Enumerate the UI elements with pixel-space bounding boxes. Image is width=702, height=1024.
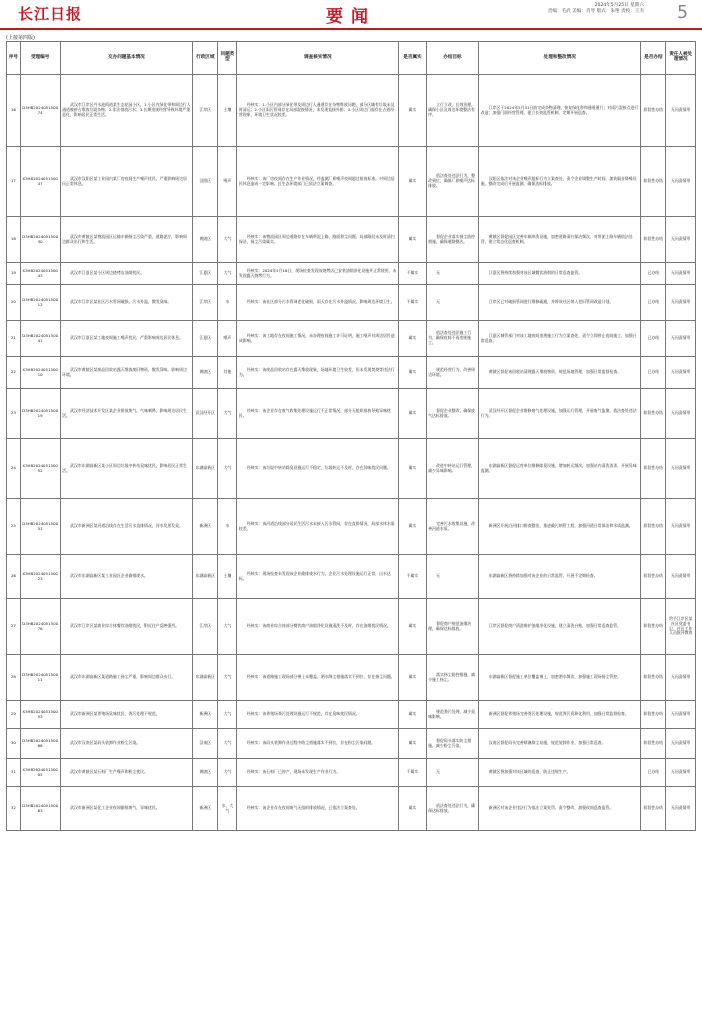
table-row: [7, 321, 696, 357]
cell-goal: 立行立改，长效治理，确保小区及周边环境整洁有序。: [426, 75, 479, 147]
cell-id: X3HB202405150052: [20, 439, 60, 499]
cell-handling: 黄陂区将加强对该区域的巡查，防止违规生产。: [479, 759, 641, 787]
cell-id: D3HB202405150076: [20, 599, 60, 655]
cell-handling: 新洲区开展沿河排口排查整治，推进截污纳管工程，加强河道日常保洁和水质监测。: [479, 499, 641, 555]
cell-issue: 武汉市江岸区某社区污水管网破损，污水外溢，散发臭味。: [60, 285, 193, 321]
cell-resp: 无问责情形: [666, 263, 696, 285]
table-row: [7, 599, 696, 655]
cell-goal: 督促企业落实扬尘防控措施，确保道路整洁。: [426, 217, 479, 263]
cell-type: 土壤: [218, 75, 237, 147]
cell-id: D3HB202405150068: [20, 729, 60, 759]
cell-done: 阶段性办结: [641, 555, 666, 599]
cell-type: 大气: [218, 263, 237, 285]
cell-type: 大气: [218, 389, 237, 439]
cell-id: X3HB202405150043: [20, 263, 60, 285]
cell-goal: 无: [426, 555, 479, 599]
cell-issue: 武汉市经济技术开发区某企业排放废气，气味刺鼻，影响周边居民生活。: [60, 389, 193, 439]
cell-district: 黄陂区: [193, 217, 218, 263]
cell-done: 已办结: [641, 321, 666, 357]
cell-done: 已办结: [641, 357, 666, 389]
cell-resp: 无问责情形: [666, 655, 696, 701]
cell-issue: 武汉市黄陂区某物流园区运输车辆扬尘污染严重，道路泥泞，影响周边群众出行和生活。: [60, 217, 193, 263]
cell-id: X3HB202405150010: [20, 357, 60, 389]
cell-survey: 经核实：该养殖场粪污处理设施运行不规范，存在臭味扰民情况。: [237, 701, 399, 729]
cell-survey: 经核实：该石料厂已停产，现场未发现生产作业行为。: [237, 759, 399, 787]
complaint-table: [6, 41, 696, 831]
cell-resp: 无问责情形: [666, 499, 696, 555]
cell-issue: 武汉市江夏区某工地夜间施工噪声扰民，严重影响周边居民休息。: [60, 321, 193, 357]
cell-goal: 规范经营行为，改善周边环境。: [426, 357, 479, 389]
cell-no: 24: [7, 439, 21, 499]
cell-fact: 属实: [399, 655, 426, 701]
masthead: [0, 0, 702, 30]
table-row: [7, 439, 696, 499]
section-title: 要闻: [326, 7, 376, 27]
cell-no: 32: [7, 787, 21, 831]
table-row: [7, 729, 696, 759]
cell-handling: 汉南区督促码头完善喷淋抑尘设施，规范装卸作业，加强日常巡查。: [479, 729, 641, 759]
cell-resp: 无问责情形: [666, 759, 696, 787]
cell-resp: 无问责情形: [666, 147, 696, 217]
cell-id: D3HB202405150051: [20, 499, 60, 555]
cell-goal: 依法查处违法行为，确保达标排放。: [426, 787, 479, 831]
cell-done: 阶段性办结: [641, 599, 666, 655]
cell-survey: 经核实：该企业存在废气收集处理设施运行不正常情况，部分无组织排放导致异味扰民。: [237, 389, 399, 439]
cell-no: 26: [7, 555, 21, 599]
cell-type: 大气: [218, 599, 237, 655]
cell-issue: 武汉市江夏区某小区周边烧烤店油烟扰民。: [60, 263, 193, 285]
cell-done: 阶段性办结: [641, 389, 666, 439]
cell-handling: 东湖高新区将持续加强对该企业的日常监管，开展不定期检查。: [479, 555, 641, 599]
cell-district: 汉阳区: [193, 147, 218, 217]
cell-resp: 无问责情形: [666, 217, 696, 263]
cell-type: 噪声: [218, 321, 237, 357]
cell-done: 阶段性办结: [641, 499, 666, 555]
cell-id: X3HB202405150047: [20, 147, 60, 217]
cell-done: 阶段性办结: [641, 217, 666, 263]
cell-type: 大气: [218, 701, 237, 729]
cell-type: 噪声: [218, 147, 237, 217]
cell-goal: 规范粪污处理，减少臭味影响。: [426, 701, 479, 729]
cell-fact: 属实: [399, 787, 426, 831]
cell-no: 31: [7, 759, 21, 787]
cell-issue: 武汉市东湖高新区某小区周边垃圾中转站臭味扰民，影响居民正常生活。: [60, 439, 193, 499]
table-row: [7, 655, 696, 701]
issue-date: 2024年5月25日 星期六: [594, 3, 644, 8]
cell-id: D3HB202405150030: [20, 217, 60, 263]
cell-issue: 武汉市东湖高新区某道路施工扬尘严重，影响周边群众出行。: [60, 655, 193, 701]
cell-district: 江夏区: [193, 321, 218, 357]
cell-type: 大气: [218, 439, 237, 499]
cell-id: X3HB202405150023: [20, 555, 60, 599]
cell-goal: 无: [426, 285, 479, 321]
cell-survey: 经核实：该工地存在夜间施工情况，未办理夜间施工许可证明，施工噪声对周边居民造成影响。: [237, 321, 399, 357]
cell-no: 18: [7, 217, 21, 263]
cell-done: 阶段性办结: [641, 439, 666, 499]
cell-fact: 属实: [399, 75, 426, 147]
cell-done: 阶段性办结: [641, 729, 666, 759]
cell-district: 武汉经开区: [193, 389, 218, 439]
cell-district: 江岸区: [193, 599, 218, 655]
cell-type: 大气: [218, 217, 237, 263]
cell-done: 已办结: [641, 759, 666, 787]
cell-done: 已办结: [641, 285, 666, 321]
table-row: [7, 787, 696, 831]
cell-handling: 江岸区已对破损管网进行维修疏通，并将该社区纳入老旧管网改造计划。: [479, 285, 641, 321]
cell-type: 水、大气: [218, 787, 237, 831]
cell-no: 22: [7, 357, 21, 389]
cell-no: 23: [7, 389, 21, 439]
cell-type: 水: [218, 285, 237, 321]
cell-survey: 经核实：该垃圾中转站除臭设施运行不稳定，垃圾转运不及时，存在异味扰民问题。: [237, 439, 399, 499]
table-row: [7, 499, 696, 555]
cell-issue: 武汉市新洲区某河道沿线存在生活污水直排情况，河水发黑发臭。: [60, 499, 193, 555]
cell-handling: 江夏区城管部门对该工地夜间违规施工行为立案查处，责令立即停止夜间施工，加强日常巡查。: [479, 321, 641, 357]
cell-done: 阶段性办结: [641, 787, 666, 831]
cell-survey: 经核实：2024年5月16日，现场检查发现该烧烤店已安装油烟净化设施并正常使用，未发现露天烧烤行为。: [237, 263, 399, 285]
cell-handling: 江岸区于2024年5月31日前完成杂物清理，恢复绿化带和通道通行；对雨污混接点进行改造；加强门面经营管理，建立长效监管机制，定期开展巡查。: [479, 75, 641, 147]
cell-id: X3HB202405150053: [20, 701, 60, 729]
header-cell: 受理编号: [20, 42, 60, 75]
cell-fact: 属实: [399, 729, 426, 759]
cell-handling: 东湖高新区督促运营单位维修除臭设施，增加转运频次，加强站内清洗消杀，开展异味监测。: [479, 439, 641, 499]
cell-goal: 依法查处违法行为，整改到位，确保厂界噪声达标排放。: [426, 147, 479, 217]
cell-district: 江夏区: [193, 263, 218, 285]
cell-district: 新洲区: [193, 701, 218, 729]
cell-survey: 经核实：该废品回收站存在露天堆放现象，场地环境卫生较差，但未发现焚烧等违法行为。: [237, 357, 399, 389]
cell-fact: 属实: [399, 389, 426, 439]
cell-resp: 无问责情形: [666, 555, 696, 599]
cell-district: 新洲区: [193, 787, 218, 831]
cell-fact: 属实: [399, 499, 426, 555]
editors-line: 责编：毛武 美编：肖琴 版式：朱艳 责校：王杰: [547, 9, 644, 14]
cell-district: 东湖高新区: [193, 439, 218, 499]
cell-done: 阶段性办结: [641, 147, 666, 217]
cell-district: 江岸区: [193, 285, 218, 321]
cell-resp: 无问责情形: [666, 787, 696, 831]
cell-done: 已办结: [641, 263, 666, 285]
cell-done: 阶段性办结: [641, 75, 666, 147]
cell-resp: 给予江岸区某社区党委书记、社区工作人员批评教育: [666, 599, 696, 655]
cell-no: 29: [7, 701, 21, 729]
cell-no: 27: [7, 599, 21, 655]
table-body: [7, 75, 696, 831]
cell-survey: 经核实：该商业综合体部分餐饮商户油烟净化设施清洗不及时，存在油烟扰民情况。: [237, 599, 399, 655]
cell-fact: 属实: [399, 599, 426, 655]
cell-done: 阶段性办结: [641, 701, 666, 729]
cell-type: 其他: [218, 357, 237, 389]
cell-handling: 东湖高新区督促施工单位覆盖裸土，加密洒水频次，加强施工现场扬尘管控。: [479, 655, 641, 701]
header-cell: 序号: [7, 42, 21, 75]
cell-type: 土壤: [218, 555, 237, 599]
cell-goal: 落实扬尘防控措施，减少施工扬尘。: [426, 655, 479, 701]
cell-resp: 无问责情形: [666, 357, 696, 389]
cell-survey: 经核实：该社区部分污水管网老化破损，雨天存在污水外溢情况，影响周边环境卫生。: [237, 285, 399, 321]
issue-meta: [548, 3, 644, 15]
header-cell: 是否办结: [641, 42, 666, 75]
header-cell: 交办问题基本情况: [60, 42, 193, 75]
cell-type: 大气: [218, 759, 237, 787]
cell-resp: 无问责情形: [666, 75, 696, 147]
cell-issue: 武汉市汉南区某码头装卸作业粉尘污染。: [60, 729, 193, 759]
table-row: [7, 217, 696, 263]
cell-survey: 经核实：该厂房夜间存在生产作业情况，经监测厂界噪声夜间超过排放标准，对周边居民休息造成一定影响。区生态环境部门已依法立案调查。: [237, 147, 399, 217]
header-cell: 责任人被处理情况: [666, 42, 696, 75]
table-row: [7, 759, 696, 787]
cell-fact: 属实: [399, 701, 426, 729]
cell-survey: 经核实：该道路施工现场部分裸土未覆盖，洒水降尘措施落实不到位，存在扬尘问题。: [237, 655, 399, 701]
cell-issue: 武汉市东湖高新区某工业园区企业偷排废水。: [60, 555, 193, 599]
table-row: [7, 357, 696, 389]
cell-survey: 经核实：1.小区内部分绿化带及周边行人通道存在杂物堆放问题，部分区域有垃圾未及时清运；2.小区雨污管网存在局部混接情况，未发现直接外排；3.小区周边门面存在占道经营现象，环境卫生状况较差。: [237, 75, 399, 147]
cell-survey: 经核实：该码头装卸作业过程中防尘措施落实不到位，存在粉尘污染问题。: [237, 729, 399, 759]
cell-goal: 无: [426, 759, 479, 787]
cell-handling: 江岸区督促商户清洗维护油烟净化设施，建立清洗台账，加强日常巡查监管。: [479, 599, 641, 655]
cell-handling: 武汉经开区督促企业维修废气处理设施，加强运行管理，开展废气监测，依法查处违法行为。: [479, 389, 641, 439]
cell-issue: 武汉市汉阳区某工业园内某厂房夜间生产噪声扰民，严重影响周边居民正常休息。: [60, 147, 193, 217]
cell-fact: 属实: [399, 321, 426, 357]
cell-goal: 完善污水收集设施，改善河道水质。: [426, 499, 479, 555]
newspaper-logo: 长江日报: [18, 5, 83, 23]
cell-type: 大气: [218, 655, 237, 701]
cell-survey: 经核实：该河道沿线部分居民生活污水未接入污水管网，存在直排情况，局部水体水质较差。: [237, 499, 399, 555]
cell-issue: 武汉市黄陂区某废品回收站露天堆放废旧物资，散发异味，影响周边环境。: [60, 357, 193, 389]
cell-type: 水: [218, 499, 237, 555]
cell-no: 19: [7, 263, 21, 285]
cell-handling: 新洲区督促养殖场完善粪污处理设施，规范粪污资源化利用，加强日常监督检查。: [479, 701, 641, 729]
cell-id: D3HB202405150011: [20, 655, 60, 701]
cell-id: X3HB202405150005: [20, 759, 60, 787]
cell-district: 东湖高新区: [193, 655, 218, 701]
cell-goal: 督促商户规范油烟治理，确保达标排放。: [426, 599, 479, 655]
cell-issue: 武汉市江岸区某商业综合体餐饮油烟扰民，附近住户反映强烈。: [60, 599, 193, 655]
cell-id: D3HB202405150041: [20, 321, 60, 357]
cell-no: 28: [7, 655, 21, 701]
cell-goal: 督促码头落实防尘措施，减少粉尘污染。: [426, 729, 479, 759]
header-cell: 是否属实: [399, 42, 426, 75]
cell-handling: 黄陂区督促该回收站清理露天堆放物资，规范场地管理，加强日常监督检查。: [479, 357, 641, 389]
cell-issue: 武汉市江岸区丹水池街道某生态花园小区，1.小区内绿化带和周边行人通道被挤占堆放垃圾杂物；2.非法排放污水；3.长期违规经营导致环境严重恶化，影响居民正常生活。: [60, 75, 193, 147]
cell-handling: 黄陂区督促园区完善车辆冲洗设施，加密道路清扫保洁频次，对带泥上路车辆依法处罚，建立常态化巡查机制。: [479, 217, 641, 263]
cell-survey: 经核实：现场检查未发现该企业偷排废水行为，企业污水处理设施运行正常，出水达标。: [237, 555, 399, 599]
cell-issue: 武汉市黄陂区某石料厂生产噪声和粉尘扰民。: [60, 759, 193, 787]
page-number: 5: [677, 2, 688, 23]
cell-goal: 督促企业整改，确保废气达标排放。: [426, 389, 479, 439]
header-cell: 行政区域: [193, 42, 218, 75]
cell-handling: 新洲区对该企业违法行为依法立案处罚，责令整改，加强夜间巡查监管。: [479, 787, 641, 831]
cell-goal: 改进中转站运行管理，减少异味影响。: [426, 439, 479, 499]
cell-id: D3HB202405150074: [20, 75, 60, 147]
cell-fact: 属实: [399, 439, 426, 499]
cell-resp: 无问责情形: [666, 389, 696, 439]
cell-district: 江岸区: [193, 75, 218, 147]
table-row: [7, 285, 696, 321]
cell-no: 16: [7, 75, 21, 147]
cell-fact: 不属实: [399, 759, 426, 787]
cell-issue: 武汉市新洲区某养殖场臭味扰民，粪污处理不规范。: [60, 701, 193, 729]
cell-fact: 不属实: [399, 263, 426, 285]
table-header: [7, 42, 696, 75]
cell-no: 20: [7, 285, 21, 321]
cell-district: 汉南区: [193, 729, 218, 759]
cell-handling: 汉阳区依法对该企业噪声超标行为立案查处，责令企业调整生产时间，加装隔音降噪设施，整改完成后开展监测，确保达标排放。: [479, 147, 641, 217]
batch-label: (上接第四版): [6, 35, 35, 41]
cell-id: D3HB202405150019: [20, 389, 60, 439]
cell-district: 东湖高新区: [193, 555, 218, 599]
cell-no: 30: [7, 729, 21, 759]
cell-fact: 属实: [399, 357, 426, 389]
cell-fact: 不属实: [399, 285, 426, 321]
table-row: [7, 75, 696, 147]
header-cell: 处理和整改情况: [479, 42, 641, 75]
cell-resp: 无问责情形: [666, 321, 696, 357]
header-cell: 调查核实情况: [237, 42, 399, 75]
header-cell: 办结目标: [426, 42, 479, 75]
cell-no: 17: [7, 147, 21, 217]
cell-issue: 武汉市新洲区某化工企业夜间偷排废气，异味扰民。: [60, 787, 193, 831]
cell-no: 21: [7, 321, 21, 357]
cell-id: D3HB202405150012: [20, 285, 60, 321]
cell-fact: 属实: [399, 217, 426, 263]
table-row: [7, 555, 696, 599]
cell-goal: 无: [426, 263, 479, 285]
cell-type: 大气: [218, 729, 237, 759]
cell-district: 新洲区: [193, 499, 218, 555]
cell-resp: 无问责情形: [666, 439, 696, 499]
table-row: [7, 263, 696, 285]
cell-goal: 依法查处违法施工行为，确保夜间不再违规施工。: [426, 321, 479, 357]
cell-survey: 经核实：该物流园区周边道路存在车辆带泥上路、路面积尘问题，局部路段未及时清扫保洁，扬尘污染属实。: [237, 217, 399, 263]
cell-resp: 无问责情形: [666, 729, 696, 759]
cell-handling: 江夏区将持续加强对该区域餐饮油烟的日常巡查监管。: [479, 263, 641, 285]
cell-resp: 无问责情形: [666, 701, 696, 729]
cell-done: 阶段性办结: [641, 655, 666, 701]
cell-district: 黄陂区: [193, 759, 218, 787]
header-cell: 问题类型: [218, 42, 237, 75]
cell-survey: 经核实：该企业存在夜间废气无组织排放情况，已依法立案查处。: [237, 787, 399, 831]
cell-resp: 无问责情形: [666, 285, 696, 321]
cell-district: 黄陂区: [193, 357, 218, 389]
cell-fact: 不属实: [399, 555, 426, 599]
table-row: [7, 147, 696, 217]
table-row: [7, 389, 696, 439]
cell-no: 25: [7, 499, 21, 555]
cell-id: D3HB202405150063: [20, 787, 60, 831]
cell-fact: 属实: [399, 147, 426, 217]
table-row: [7, 701, 696, 729]
